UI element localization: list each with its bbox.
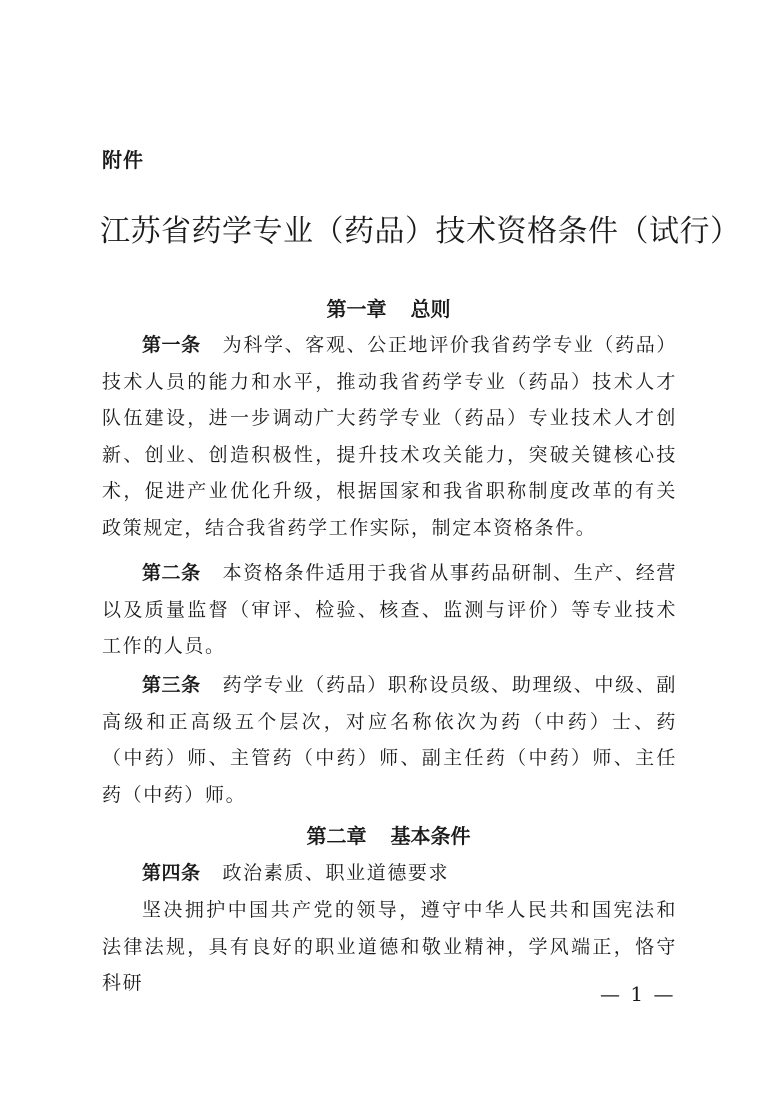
chapter-2-number: 第二章	[306, 824, 367, 848]
chapter-1-name: 总则	[410, 297, 451, 321]
article-2-text: 本资格条件适用于我省从事药品研制、生产、经营以及质量监督（审评、检验、核查、监测与评价）等专业技术工作的人员。	[102, 562, 677, 658]
article-4-label: 第四条	[142, 862, 201, 884]
article-1-text: 为科学、客观、公正地评价我省药学专业（药品）技术人员的能力和水平，推动我省药学专业（药品）技术人才队伍建设，进一步调动广大药学专业（药品）专业技术人才创新、创业、创造积极性，提升技术攻关能力，突破关键核心技术，促进产业优化升级，根据国家和我省职称制度改革的有关政策规定，结合我省药学工作实际，制定本资格条件。	[102, 334, 677, 539]
document-title: 江苏省药学专业（药品）技术资格条件（试行）	[100, 214, 741, 249]
page-number: — 1 —	[600, 982, 676, 1006]
chapter-2-name: 基本条件	[390, 824, 471, 848]
chapter-1-heading	[0, 293, 777, 322]
article-3-text: 药学专业（药品）职称设员级、助理级、中级、副高级和正高级五个层次，对应名称依次为药（中药）士、药（中药）师、主管药（中药）师、副主任药（中药）师、主任药（中药）师。	[102, 674, 677, 806]
chapter-2-heading	[0, 820, 777, 849]
article-2-label: 第二条	[142, 562, 201, 584]
chapter-1-number: 第一章	[326, 297, 387, 321]
article-4-text: 政治素质、职业道德要求	[222, 862, 450, 884]
article-3	[102, 667, 677, 813]
article-3-label: 第三条	[142, 674, 201, 696]
article-2	[102, 555, 677, 665]
article-1	[102, 327, 677, 547]
article-4	[102, 855, 677, 892]
paragraph-political-requirements: 坚决拥护中国共产党的领导，遵守中华人民共和国宪法和法律法规，具有良好的职业道德和敬业精神，学风端正，恪守科研	[102, 899, 677, 995]
article-1-label: 第一条	[142, 334, 201, 356]
attachment-label: 附件	[102, 148, 144, 172]
